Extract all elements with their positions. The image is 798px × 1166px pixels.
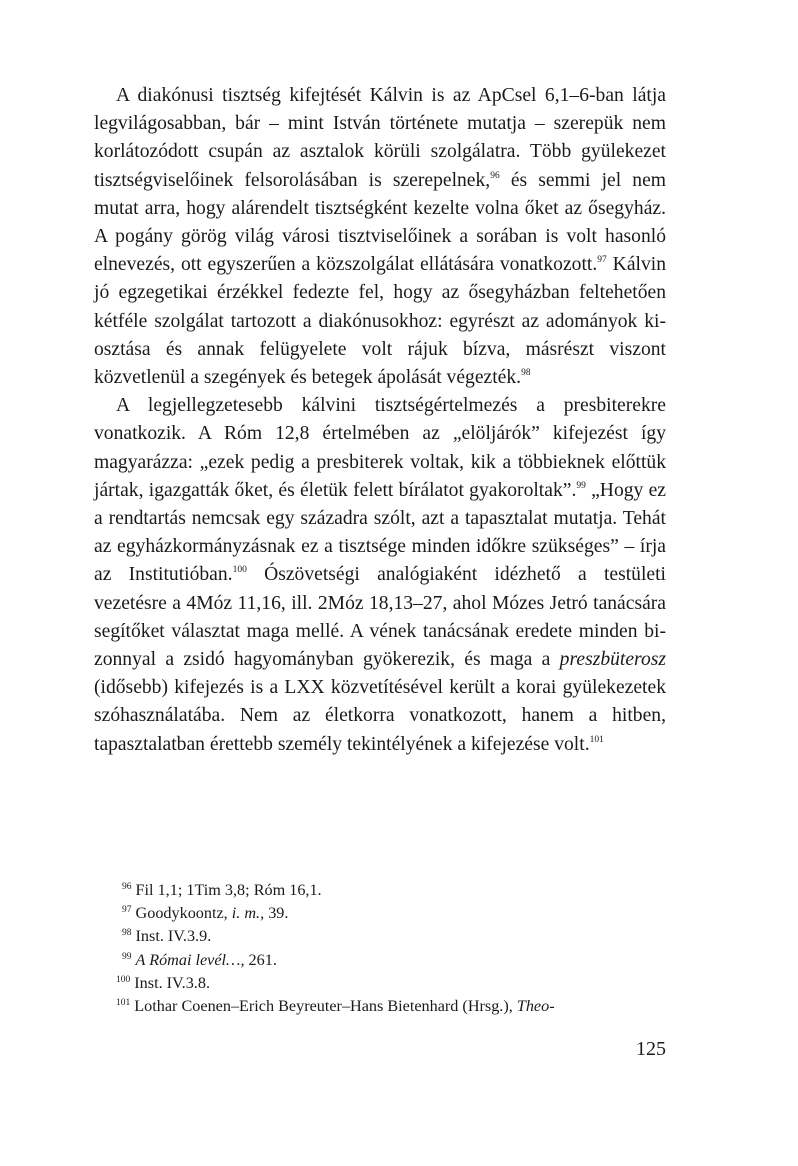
text-segment: és semmi jel nem mutat arra, hogy alárendelt tisztségként kezelte volna őket az ősegyház. A pogány görög világ városi tisztviselőinek a sorában is volt hasonló elnevezés, ott egyszerűen a közszolgálat ellátására vonatkozott.	[94, 169, 667, 276]
footnote	[94, 972, 666, 995]
footnote-italic: A Római levél…,	[135, 950, 245, 969]
footnotes	[94, 879, 666, 1018]
footnote-text: Goodykoontz,	[135, 904, 232, 923]
footnote	[94, 902, 666, 925]
footnote-number: 101	[116, 998, 131, 1009]
text-segment: Ószövetségi analógiaként idézhető a testületi vezetésre a 4Móz 11,16, ill. 2Móz 18,13–27, ahol Mózes Jetró tanácsára segítőket választat maga mellé. A vének tanácsának eredete minden bizonnyal a zsidó hagyományban gyökerezik, és maga a	[94, 564, 666, 671]
footnote-number: 99	[122, 951, 132, 962]
text-segment: Kálvin jó egzegetikai érzékkel fedezte fel, hogy az ősegyházban feltehetően kétféle szolgálat tartozott a diakónusokhoz: egyrészt az adományok kiosztása és annak felügyelete volt rájuk bízva, másrészt viszont közvetlenül a szegények és betegek ápolását végezték.	[94, 254, 666, 389]
footnote-italic: Theo-	[516, 997, 555, 1016]
paragraph	[94, 392, 666, 759]
text-segment: (idősebb) kifejezés is a LXX közvetítésével került a korai gyülekezetek szóhasználatába. Nem az életkorra vonatkozott, hanem a hitben, tapasztalatban érettebb személy tekintélyének a kifejezése volt.	[94, 677, 666, 755]
footnote-reference: 101	[589, 734, 604, 745]
body-text	[94, 82, 666, 759]
footnote	[94, 949, 666, 972]
footnote-number: 98	[122, 928, 132, 939]
text-segment: A diakónusi tisztség kifejtését Kálvin is az ApCsel 6,1–6-ban látja legvilágosabban, bár – mint István története mutatja – szerepük nem korlátozódott csupán az asztalok körüli szolgálatra. Több gyülekezet tisztségviselőinek felsorolásában is szerepelnek,	[94, 85, 666, 191]
footnote-text: Fil 1,1; 1Tim 3,8; Róm 16,1.	[135, 881, 322, 899]
footnote-number: 96	[122, 882, 132, 892]
text-segment: A legjellegzetesebb kálvini tisztségértelmezés a presbiterekre vonatkozik. A Róm 12,8 értelmében az „elöljárók” kifejezést így magyarázza: „ezek pedig a presbiterek voltak, kik a többieknek előttük jártak, igazgatták őket, és életük felett bírálatot gyakoroltak”.	[94, 395, 666, 501]
text-segment: „Hogy ez a rendtartás nemcsak egy századra szólt, azt a tapasztalat mutatja. Tehát az egyházkormányzásnak ez a tisztsége minden időkre szükséges” – írja az Institutióban.	[94, 479, 666, 586]
footnote-number: 97	[122, 905, 132, 916]
footnote-reference: 97	[597, 255, 607, 266]
footnote-reference: 99	[576, 480, 586, 491]
italic-term: preszbüterosz	[559, 649, 666, 671]
footnote-text: 39.	[264, 904, 289, 923]
footnote	[94, 879, 666, 902]
footnote-number: 100	[116, 974, 131, 985]
footnote-reference: 96	[490, 170, 500, 181]
footnote-reference: 100	[232, 565, 247, 576]
footnote	[94, 925, 666, 948]
footnote-text: 261.	[244, 950, 277, 969]
footnote-text: Inst. IV.3.9.	[135, 927, 212, 946]
footnote-italic: i. m.,	[231, 904, 265, 923]
footnote-reference: 98	[521, 368, 531, 379]
footnote-text: Lothar Coenen–Erich Beyreuter–Hans Bietenhard (Hrsg.),	[134, 997, 517, 1016]
footnote-text: Inst. IV.3.8.	[134, 973, 210, 992]
footnote	[94, 995, 666, 1018]
page-number: 125	[636, 1038, 666, 1060]
paragraph	[94, 82, 666, 392]
